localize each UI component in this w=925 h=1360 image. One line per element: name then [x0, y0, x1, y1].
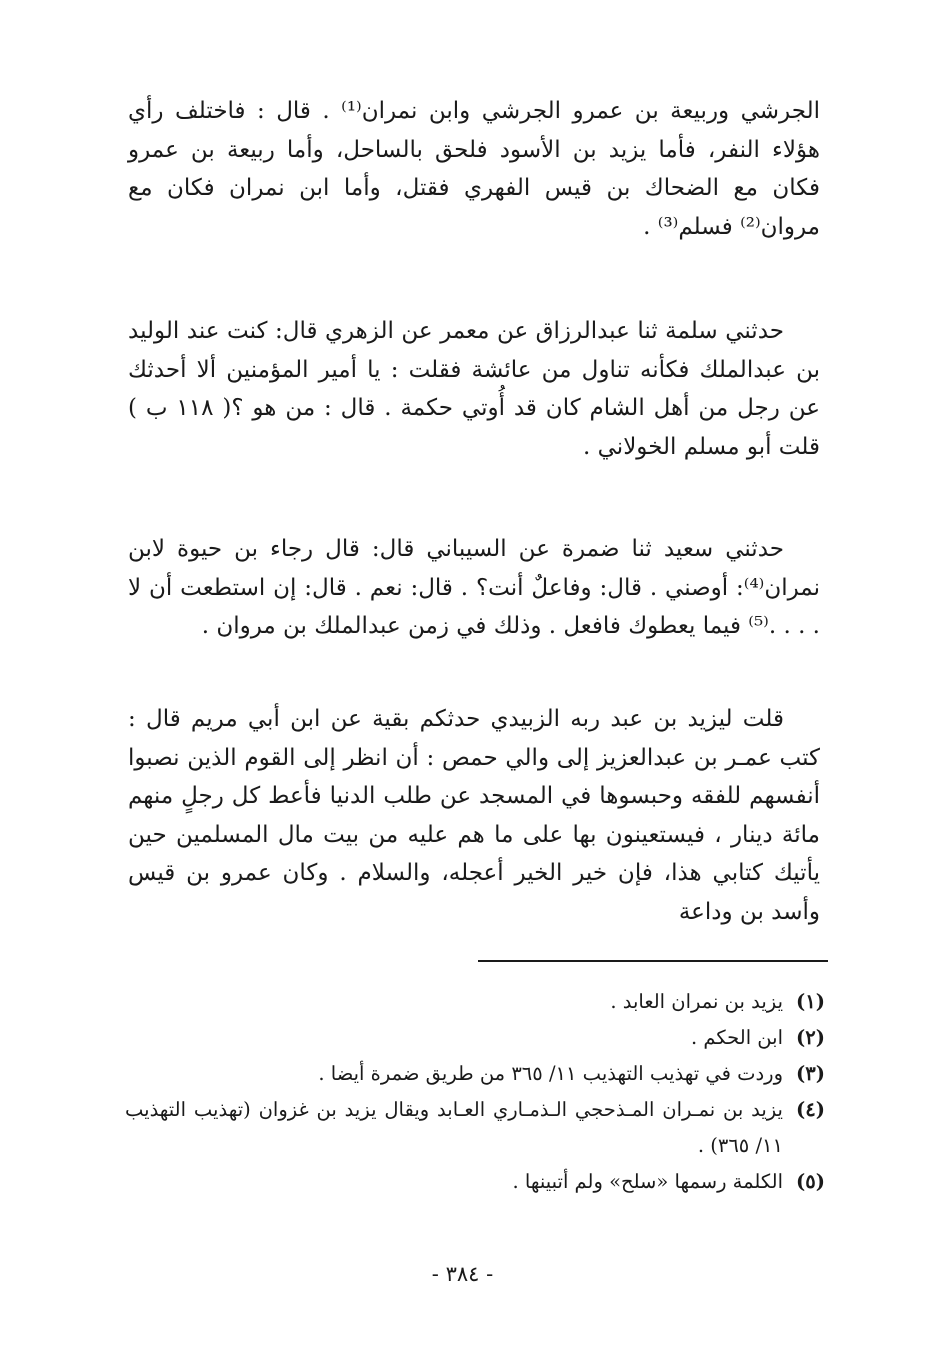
- footnote-5: [125, 1164, 825, 1200]
- footnote-4: [125, 1092, 825, 1164]
- paragraph-2: حدثني سلمة ثنا عبدالرزاق عن معمر عن الزهري قال: كنت عند الوليد بن عبدالملك فكأنه تناول من عائشة فقلت : يا أمير المؤمنين ألا أحدثك عن رجل من أهل الشام كان قد أُوتي حكمة . قال : من هو ؟( ١١٨ ب ) قلت أبو مسلم الخولاني .: [128, 318, 820, 460]
- paragraph-3: حدثني سعيد ثنا ضمرة عن السيباني قال: قال رجاء بن حيوة لابن نمران⁽⁴⁾: أوصني . قال: وفاعلٌ أنت؟ . قال: نعم . قال: إن استطعت أن لا . . . .⁽⁵⁾ فيما يعطوك فافعل . وذلك في زمن عبدالملك بن مروان .: [128, 536, 820, 639]
- footnote-text: ابن الحكم .: [691, 1026, 783, 1049]
- footnote-text: الكلمة رسمها «سلح» ولم أتبينها .: [512, 1170, 783, 1193]
- page-number: - ٣٨٤ -: [431, 1262, 494, 1286]
- footnote-text: يزيد بن نمران العابد .: [610, 990, 783, 1013]
- footnote-number: (٣): [796, 1062, 825, 1085]
- footnote-number: (٢): [796, 1026, 825, 1049]
- footnote-1: [125, 984, 825, 1020]
- footnote-number: (١): [796, 990, 825, 1013]
- footnote-number: (٥): [796, 1170, 825, 1193]
- footnote-2: [125, 1020, 825, 1056]
- footnote-text: يزيد بن نمـران المـذحجي الـذمـاري العـابد ويقال يزيد بن غزوان (تهذيب التهذيب ١١/ ٣٦٥) .: [125, 1098, 783, 1157]
- footnote-text: وردت في تهذيب التهذيب ١١/ ٣٦٥ من طريق ضمرة أيضا .: [318, 1062, 783, 1085]
- footnotes-list: [125, 984, 825, 1200]
- paragraph-4: قلت ليزيد بن عبد ربه الزبيدي حدثكم بقية عن ابن أبي مريم قال : كتب عمـر بن عبدالعزيز إلى والي حمص : أن انظر إلى القوم الذين نصبوا أنفسهم للفقه وحبسوها في المسجد عن طلب الدنيا فأعط كل رجلٍ منهم مائة دينار ، فيستعينون بها على ما هم عليه من بيت مال المسلمين حين يأتيك كتابي هذا، فإن خير الخير أعجله، والسلام . وكان عمرو بن قيس وأسد بن وداعة: [128, 706, 820, 925]
- footnote-separator: [478, 960, 828, 962]
- footnote-number: (٤): [796, 1098, 825, 1121]
- footnote-3: [125, 1056, 825, 1092]
- paragraph-1: الجرشي وربيعة بن عمرو الجرشي وابن نمران⁽¹⁾ . قال : فاختلف رأي هؤلاء النفر، فأما يزيد بن الأسود فلحق بالساحل، وأما ربيعة بن عمرو فكان مع الضحاك بن قيس الفهري فقتل، وأما ابن نمران فكان مع مروان⁽²⁾ فسلم⁽³⁾ .: [128, 98, 820, 240]
